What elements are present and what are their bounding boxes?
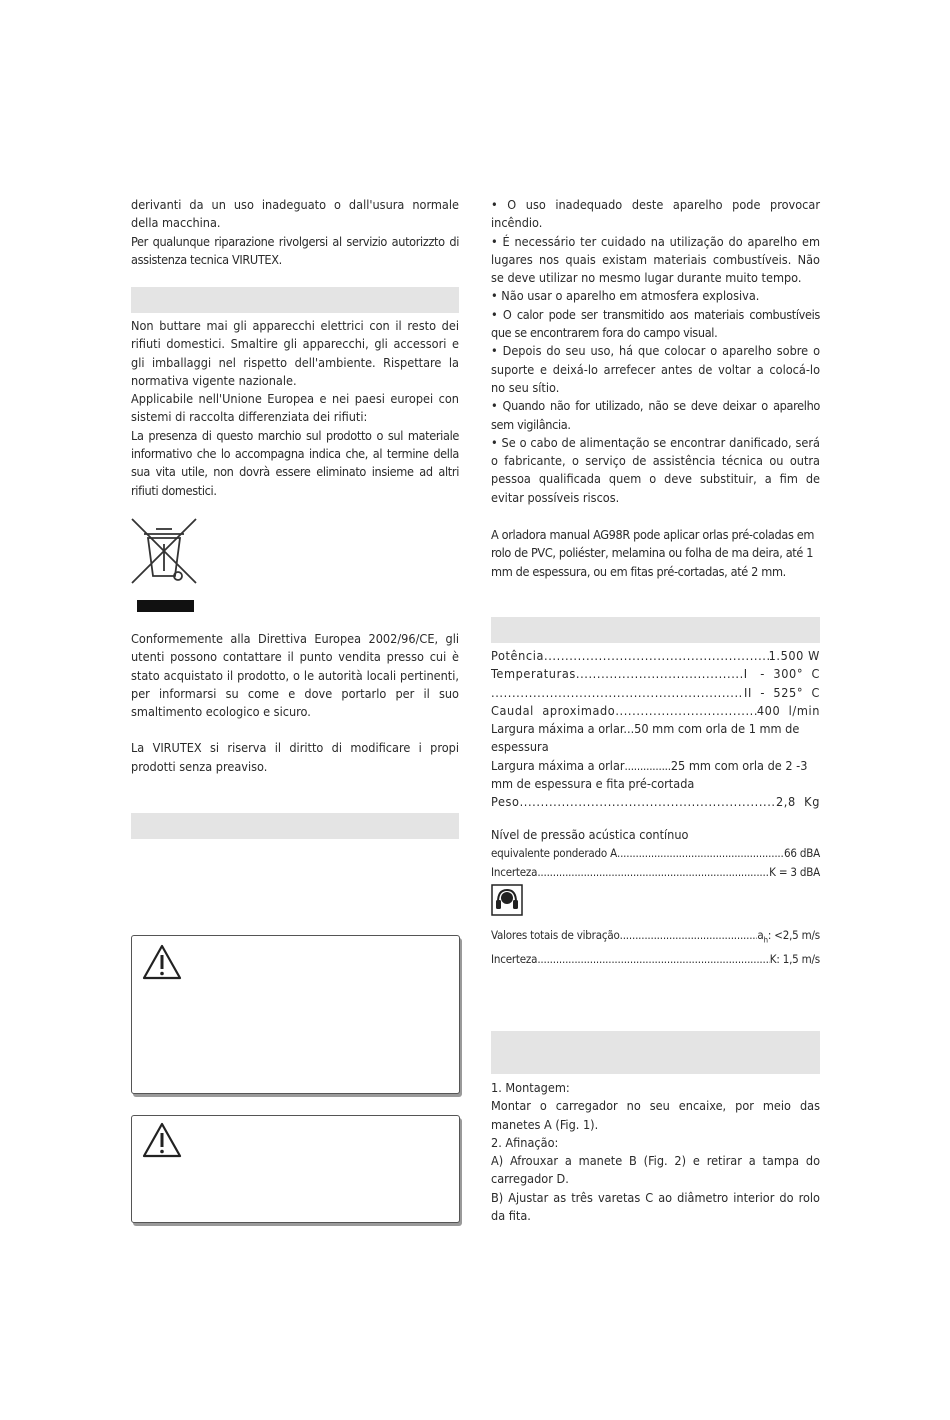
list-item: • Depois do seu uso, há que colocar o aparelho sobre o suporte e deixá-lo arrefecer antes de voltar a colocá-lo no seu sítio. <box>491 343 820 395</box>
left-directive <box>131 630 459 776</box>
list-item: • Não usar o aparelho em atmosfera explosiva. <box>491 288 760 304</box>
noise-uncertainty: Incerteza ..... K = 3 dBA <box>491 863 820 881</box>
noise-info <box>491 826 820 881</box>
spec-flow: Caudal aproximado ..... 400 l/min <box>491 702 820 720</box>
product-description <box>491 526 820 581</box>
vibration-info <box>491 926 820 968</box>
list-item: • O calor pode ser transmitido aos materiais combustíveis que se encontrarem fora do campo visual. <box>491 306 820 341</box>
spec-width-2: Largura máxima a orlar...............25 mm com orla de 2 -3 mm de espessura e fita pré-cortada <box>491 757 808 792</box>
paragraph: Conformemente alla Direttiva Europea 2002/96/CE, gli utenti possono contattare il punto vendita presso cui è stato acquistato il prodotto, o le autorità locali pertinenti, per informarsi su come e dove portarlo per il suo smaltimento ecologico e sicuro. <box>131 631 459 720</box>
section-header-bar <box>131 813 459 839</box>
step-title: 2. Afinação: <box>491 1134 559 1150</box>
assembly-instructions <box>491 1079 820 1225</box>
list-item: • Quando não for utilizado, não se deve deixar o aparelho sem vigilância. <box>491 398 820 432</box>
noise-title: Nível de pressão acústica contínuo <box>491 827 689 842</box>
spec-width-1: Largura máxima a orlar...50 mm com orla de 1 mm de espessura <box>491 721 800 755</box>
paragraph: derivanti da un uso inadeguato o dall'usura normale della macchina. <box>131 197 459 231</box>
paragraph: A orladora manual AG98R pode aplicar orlas pré-coladas em rolo de PVC, poliéster, melamina ou folha de ma deira, até 1 mm de espessura, ou em fitas pré-cortadas, até 2 mm. <box>491 527 815 579</box>
paragraph: La presenza di questo marchio sul prodotto o sul materiale informativo che lo accompagna indica che, al termine della sua vita utile, non dovrà essere eliminato insieme ad altri rifiuti domestici. <box>131 427 459 498</box>
paragraph: Per qualunque riparazione rivolgersi al servizio autorizzto di assistenza tecnica VIRUTEX. <box>131 233 459 267</box>
paragraph: Applicabile nell'Unione Europea e nei paesi europei con sistemi di raccolta differenziata dei rifiuti: <box>131 391 459 425</box>
left-intro <box>131 196 459 269</box>
section-header-bar <box>491 1031 820 1074</box>
warning-box <box>131 935 460 1094</box>
specs-table <box>491 647 820 812</box>
spec-temperature-2: ..... II - 525° C <box>491 684 820 702</box>
warning-triangle-icon <box>142 1122 182 1158</box>
ear-protection-icon <box>491 884 523 916</box>
step-text: Montar o carregador no seu encaixe, por meio das manetes A (Fig. 1). <box>491 1098 820 1132</box>
section-header-bar <box>491 617 820 643</box>
paragraph: Non buttare mai gli apparecchi elettrici con il resto dei rifiuti domestici. Smaltire gli apparecchi, gli accessori e gli imballaggi nel rispetto dell'ambiente. Rispettare la normativa vigente nazionale. <box>131 318 459 388</box>
vibration-total: Valores totais de vibração ..... $a_h$: <2,5 m/s <box>491 926 820 950</box>
step-title: 1. Montagem: <box>491 1080 570 1095</box>
section-header-bar <box>131 287 459 313</box>
crossed-out-wheelie-bin-icon <box>128 516 200 616</box>
spec-power: Potência ..... 1.500 W <box>491 647 820 665</box>
right-safety-list <box>491 196 820 507</box>
vibration-uncertainty: Incerteza ..... K: 1,5 m/s <box>491 950 820 968</box>
step-text: B) Ajustar as três varetas C ao diâmetro interior do rolo da fita. <box>491 1189 820 1224</box>
list-item: • O uso inadequado deste aparelho pode provocar incêndio. <box>491 197 820 231</box>
warning-triangle-icon <box>142 944 182 980</box>
spec-weight: Peso ..... 2,8 Kg <box>491 793 820 811</box>
noise-level: equivalente ponderado A ..... 66 dBA <box>491 844 820 862</box>
warning-box <box>131 1115 460 1223</box>
list-item: • É necessário ter cuidado na utilização do aparelho em lugares nos quais existam materiais combustíveis. Não se deve utilizar no mesmo lugar durante muito tempo. <box>491 233 820 286</box>
step-text: A) Afrouxar a manete B (Fig. 2) e retirar a tampa do carregador D. <box>491 1153 820 1187</box>
spec-temperature-1: Temperaturas ..... I - 300° C <box>491 665 820 683</box>
left-disposal <box>131 317 459 500</box>
paragraph: La VIRUTEX si riserva il diritto di modificare i propi prodotti senza preaviso. <box>131 740 459 774</box>
list-item: • Se o cabo de alimentação se encontrar danificado, será o fabricante, o serviço de assistência técnica ou outra pessoa qualificada quem o deve substituir, a fim de evitar possíveis riscos. <box>491 434 820 505</box>
